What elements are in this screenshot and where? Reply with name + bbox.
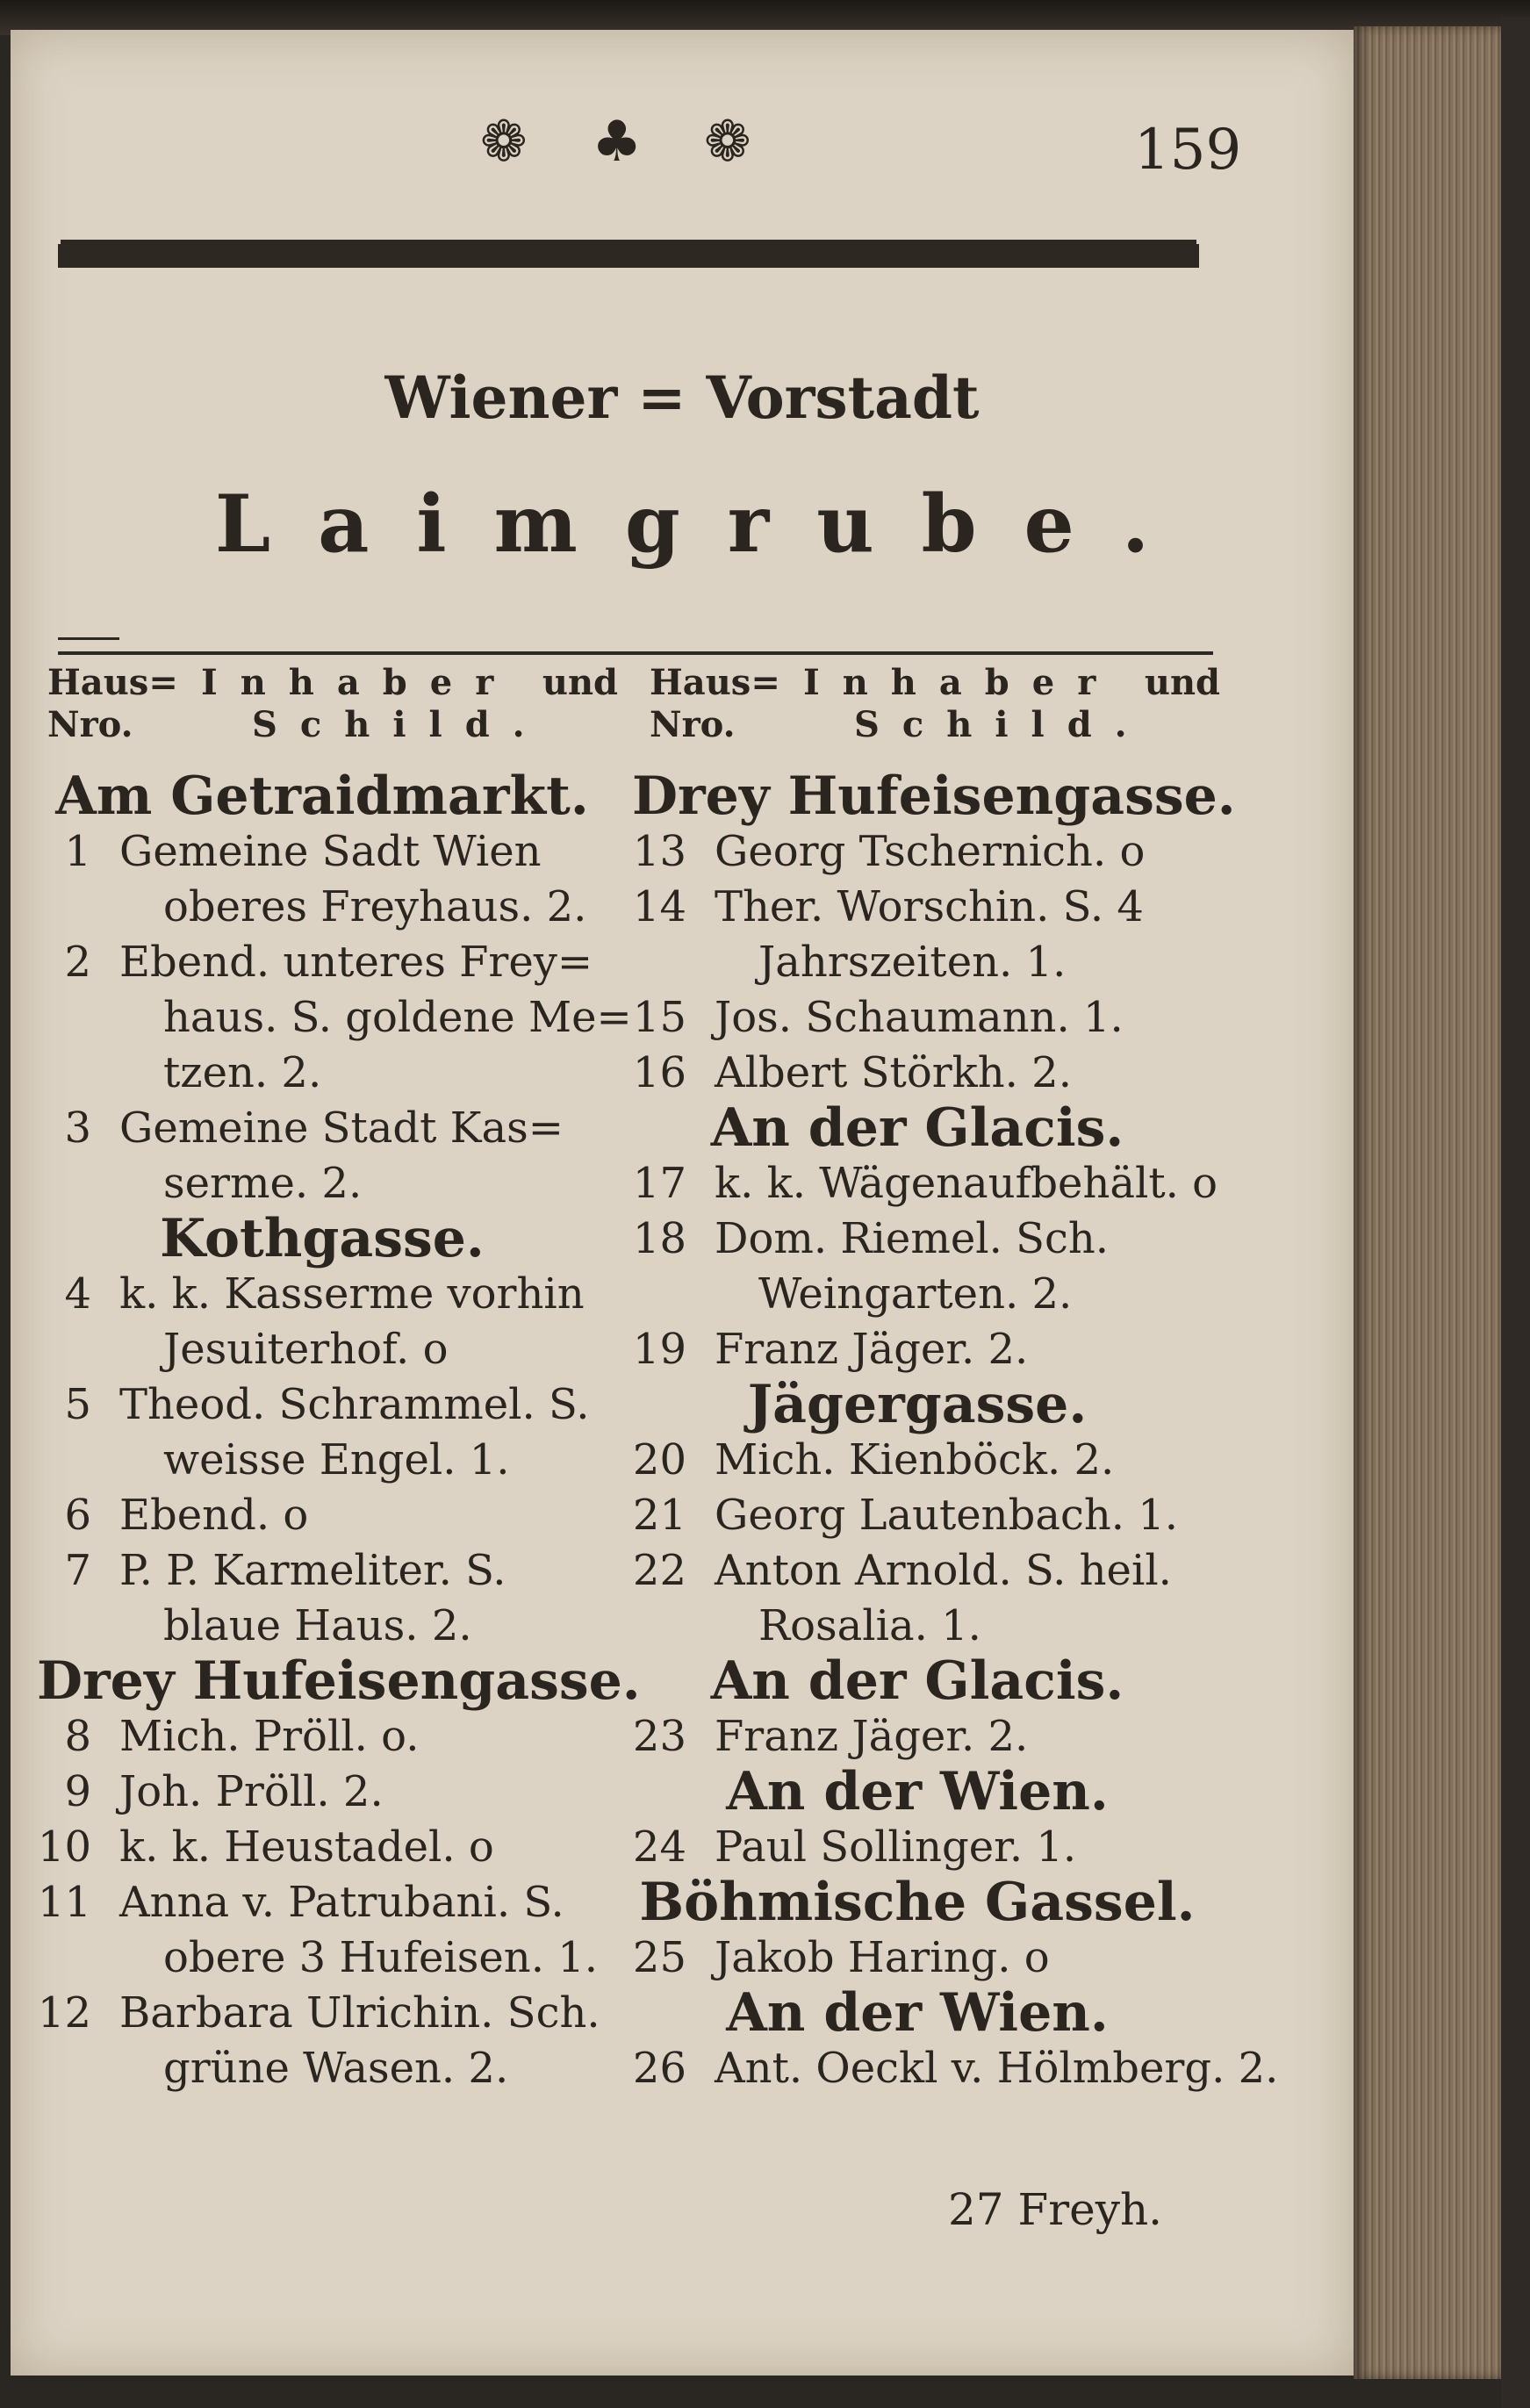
house-entry-continuation (37, 1433, 607, 1488)
street-name: Böhmische Gassel. (639, 1872, 1196, 1933)
house-number: 17 (632, 1159, 686, 1208)
house-number: 12 (37, 1988, 91, 2038)
street-heading (37, 1208, 607, 1269)
house-number: 3 (64, 1103, 91, 1153)
house-entry (37, 1875, 607, 1930)
right-column-header (650, 662, 1220, 746)
house-number: 18 (632, 1214, 686, 1263)
owner-text: Jos. Schaumann. 1. (715, 993, 1124, 1042)
house-number: 8 (64, 1712, 91, 1761)
owner-text: Georg Lautenbach. 1. (715, 1491, 1179, 1540)
house-number: 20 (632, 1435, 686, 1484)
street-heading (632, 766, 1236, 827)
house-entry-continuation (632, 935, 1203, 990)
house-entry (37, 824, 607, 880)
rule-tick (58, 637, 119, 640)
owner-text: Mich. Pröll. o. (119, 1712, 420, 1761)
owner-text: Weingarten. 2. (758, 1269, 1073, 1319)
house-entry (632, 1433, 1203, 1488)
owner-text: blaue Haus. 2. (163, 1601, 472, 1650)
street-heading (37, 766, 607, 827)
owner-text: Franz Jäger. 2. (715, 1712, 1029, 1761)
house-entry (632, 990, 1203, 1046)
house-number: 1 (64, 827, 91, 876)
owner-text: Anna v. Patrubani. S. (119, 1878, 564, 1927)
house-number: 21 (632, 1491, 686, 1540)
owner-text: Ebend. o (119, 1491, 309, 1540)
house-entry (632, 2041, 1279, 2096)
street-name: An der Wien. (726, 1761, 1109, 1822)
owner-text: k. k. Kasserme vorhin (119, 1269, 585, 1319)
house-entry-continuation (37, 1599, 607, 1654)
und-label: und (542, 662, 618, 703)
left-column (37, 766, 641, 2096)
house-entry (632, 1322, 1203, 1377)
haus-label: Haus= (650, 662, 780, 703)
house-number: 14 (632, 882, 686, 931)
house-number: 22 (632, 1546, 686, 1595)
und-label: und (1144, 662, 1220, 703)
title-line-1: Wiener = Vorstadt (384, 363, 980, 432)
street-name: An der Glacis. (710, 1097, 1124, 1159)
house-entry (37, 1101, 607, 1156)
house-number: 15 (632, 993, 686, 1042)
owner-text: P. P. Karmeliter. S. (119, 1546, 506, 1595)
owner-text: oberes Freyhaus. 2. (163, 882, 587, 931)
street-heading (37, 1650, 641, 1712)
house-entry (632, 1488, 1203, 1543)
house-entry (632, 1930, 1203, 1986)
street-heading (632, 1982, 1203, 2044)
owner-text: Ebend. unteres Frey= (119, 938, 593, 987)
ornament-right: ❁ (704, 110, 751, 175)
owner-text: tzen. 2. (163, 1048, 322, 1097)
schild-label: Schild. (252, 704, 548, 745)
street-name: An der Wien. (726, 1982, 1109, 2044)
title-line-2: Laimgrube. (214, 478, 1197, 571)
owner-text: Dom. Riemel. Sch. (715, 1214, 1110, 1263)
house-entry (37, 1765, 607, 1820)
street-name: Drey Hufeisengasse. (632, 766, 1236, 827)
house-entry (632, 1156, 1218, 1211)
owner-text: Ther. Worschin. S. 4 (715, 882, 1144, 931)
schild-label: Schild. (854, 704, 1150, 745)
owner-text: Rosalia. 1. (758, 1601, 981, 1650)
inhaber-label: Inhaber (201, 662, 517, 703)
owner-text: Georg Tschernich. o (715, 827, 1146, 876)
inhaber-label: Inhaber (803, 662, 1119, 703)
house-entry (37, 1709, 607, 1765)
house-number: 10 (37, 1822, 91, 1872)
catchword: 27 Freyh. (948, 2184, 1163, 2235)
house-entry (37, 1543, 607, 1599)
street-name: Am Getraidmarkt. (55, 766, 589, 827)
house-number: 4 (64, 1269, 91, 1319)
house-number: 5 (64, 1380, 91, 1429)
street-heading (632, 1761, 1203, 1822)
house-entry-continuation (37, 1156, 607, 1211)
owner-text: Paul Sollinger. 1. (715, 1822, 1077, 1872)
house-entry (632, 824, 1203, 880)
house-entry (37, 1986, 607, 2041)
house-entry (37, 1267, 607, 1322)
nro-label: Nro. (47, 704, 133, 745)
street-name: An der Glacis. (710, 1650, 1124, 1712)
house-entry-continuation (37, 2041, 607, 2096)
house-entry-continuation (37, 1046, 607, 1101)
house-number: 2 (64, 938, 91, 987)
owner-text: Albert Störkh. 2. (715, 1048, 1072, 1097)
owner-text: Jakob Haring. o (715, 1933, 1050, 1982)
haus-label: Haus= (47, 662, 178, 703)
owner-text: Barbara Ulrichin. Sch. (119, 1988, 600, 2038)
left-column-header (47, 662, 618, 746)
house-number: 11 (37, 1878, 91, 1927)
street-heading (632, 1374, 1203, 1435)
house-entry-continuation (632, 1599, 1203, 1654)
owner-text: haus. S. goldene Me= (163, 993, 632, 1042)
house-number: 7 (64, 1546, 91, 1595)
page-number: 159 (1134, 118, 1242, 183)
house-entry (37, 935, 607, 990)
house-number: 26 (632, 2044, 686, 2093)
street-name: Jägergasse. (747, 1374, 1088, 1435)
owner-text: Gemeine Stadt Kas= (119, 1103, 564, 1153)
house-number: 23 (632, 1712, 686, 1761)
owner-text: k. k. Heustadel. o (119, 1822, 494, 1872)
house-entry (37, 1488, 607, 1543)
owner-text: k. k. Wägenaufbehält. o (715, 1159, 1218, 1208)
house-entry (37, 1820, 607, 1875)
owner-text: grüne Wasen. 2. (163, 2044, 509, 2093)
house-number: 19 (632, 1325, 686, 1374)
column-header-rule (58, 651, 1213, 655)
owner-text: Theod. Schrammel. S. (119, 1380, 590, 1429)
house-number: 16 (632, 1048, 686, 1097)
house-number: 6 (64, 1491, 91, 1540)
house-entry (632, 1820, 1203, 1875)
owner-text: Gemeine Sadt Wien (119, 827, 542, 876)
house-entry (632, 1709, 1203, 1765)
house-entry-continuation (37, 990, 632, 1046)
nro-label: Nro. (650, 704, 736, 745)
owner-text: serme. 2. (163, 1159, 363, 1208)
owner-text: Jahrszeiten. 1. (758, 938, 1067, 987)
street-name: Drey Hufeisengasse. (37, 1650, 641, 1712)
owner-text: obere 3 Hufeisen. 1. (163, 1933, 598, 1982)
owner-text: Ant. Oeckl v. Hölmberg. 2. (715, 2044, 1279, 2093)
ornament-center: ♣ (592, 110, 643, 175)
street-name: Kothgasse. (160, 1208, 485, 1269)
house-entry (632, 880, 1203, 935)
house-entry (632, 1211, 1203, 1267)
house-entry (37, 1377, 607, 1433)
house-entry-continuation (632, 1267, 1203, 1322)
street-heading (632, 1872, 1203, 1933)
house-number: 9 (64, 1767, 91, 1816)
house-number: 24 (632, 1822, 686, 1872)
house-entry (632, 1046, 1203, 1101)
house-entry-continuation (37, 1322, 607, 1377)
street-heading (632, 1650, 1203, 1712)
house-entry-continuation (37, 880, 607, 935)
ornament-left: ❁ (480, 110, 528, 175)
owner-text: Franz Jäger. 2. (715, 1325, 1029, 1374)
street-heading (632, 1097, 1203, 1159)
owner-text: Jesuiterhof. o (163, 1325, 449, 1374)
owner-text: weisse Engel. 1. (163, 1435, 510, 1484)
house-number: 25 (632, 1933, 686, 1982)
owner-text: Joh. Pröll. 2. (119, 1767, 384, 1816)
house-entry (632, 1543, 1203, 1599)
book-page (11, 30, 1354, 2376)
house-number: 13 (632, 827, 686, 876)
page-edges (1354, 26, 1501, 2379)
right-column (632, 766, 1279, 2096)
house-entry-continuation (37, 1930, 607, 1986)
owner-text: Anton Arnold. S. heil. (715, 1546, 1172, 1595)
owner-text: Mich. Kienböck. 2. (715, 1435, 1115, 1484)
book-cover-edge (1501, 18, 1530, 2408)
header-rule (58, 244, 1199, 268)
